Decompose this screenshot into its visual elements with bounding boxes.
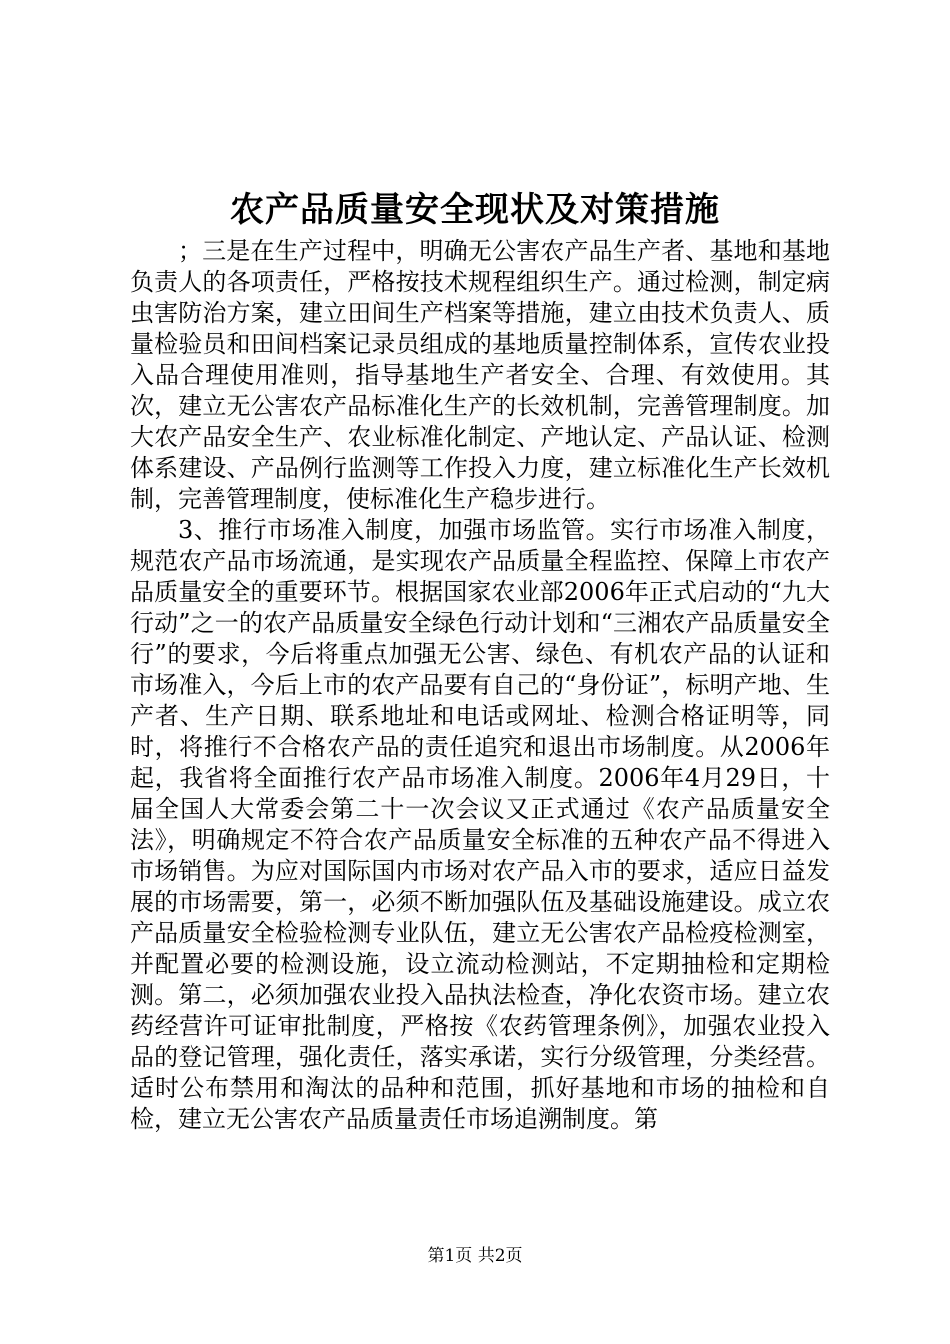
paragraph: 3、推行市场准入制度，加强市场监管。实行市场准入制度，规范农产品市场流通，是实现农产品质量全程监控、保障上市农产品质量安全的重要环节。根据国家农业部2006年正式启动的“九大行动”之一的农产品质量安全绿色行动计划和“三湘农产品质量安全行”的要求，今后将重点加强无公害、绿色、有机农产品的认证和市场准入，今后上市的农产品要有自己的“身份证”，标明产地、生产者、生产日期、联系地址和电话或网址、检测合格证明等，同时，将推行不合格农产品的责任追究和退出市场制度。从2006年起，我省将全面推行农产品市场准入制度。2006年4月29日，十届全国人大常委会第二十一次会议又正式通过《农产品质量安全法》，明确规定不符合农产品质量安全标准的五种农产品不得进入市场销售。为应对国际国内市场对农产品入市的要求，适应日益发展的市场需要，第一，必须不断加强队伍及基础设施建设。成立农产品质量安全检验检测专业队伍，建立无公害农产品检疫检测室，并配置必要的检测设施，设立流动检测站，不定期抽检和定期检测。第二，必须加强农业投入品执法检查，净化农资市场。建立农药经营许可证审批制度，严格按《农药管理条例》，加强农业投入品的登记管理，强化责任，落实承诺，实行分级管理，分类经营。适时公布禁用和淘汰的品种和范围，抓好基地和市场的抽检和自检，建立无公害农产品质量责任市场追溯制度。第 — [130, 516, 830, 1133]
document-title: 农产品质量安全现状及对策措施 — [230, 190, 720, 230]
page-number-footer: 第1页 共2页 — [427, 1246, 523, 1266]
document-body — [130, 236, 830, 1135]
paragraph: ；三是在生产过程中，明确无公害农产品生产者、基地和基地负责人的各项责任，严格按技术规程组织生产。通过检测，制定病虫害防治方案，建立田间生产档案等措施，建立由技术负责人、质量检验员和田间档案记录员组成的基地质量控制体系，宣传农业投入品合理使用准则，指导基地生产者安全、合理、有效使用。其次，建立无公害农产品标准化生产的长效机制，完善管理制度。加大农产品安全生产、农业标准化制定、产地认定、产品认证、检测体系建设、产品例行监测等工作投入力度，建立标准化生产长效机制，完善管理制度，使标准化生产稳步进行。 — [130, 237, 830, 513]
